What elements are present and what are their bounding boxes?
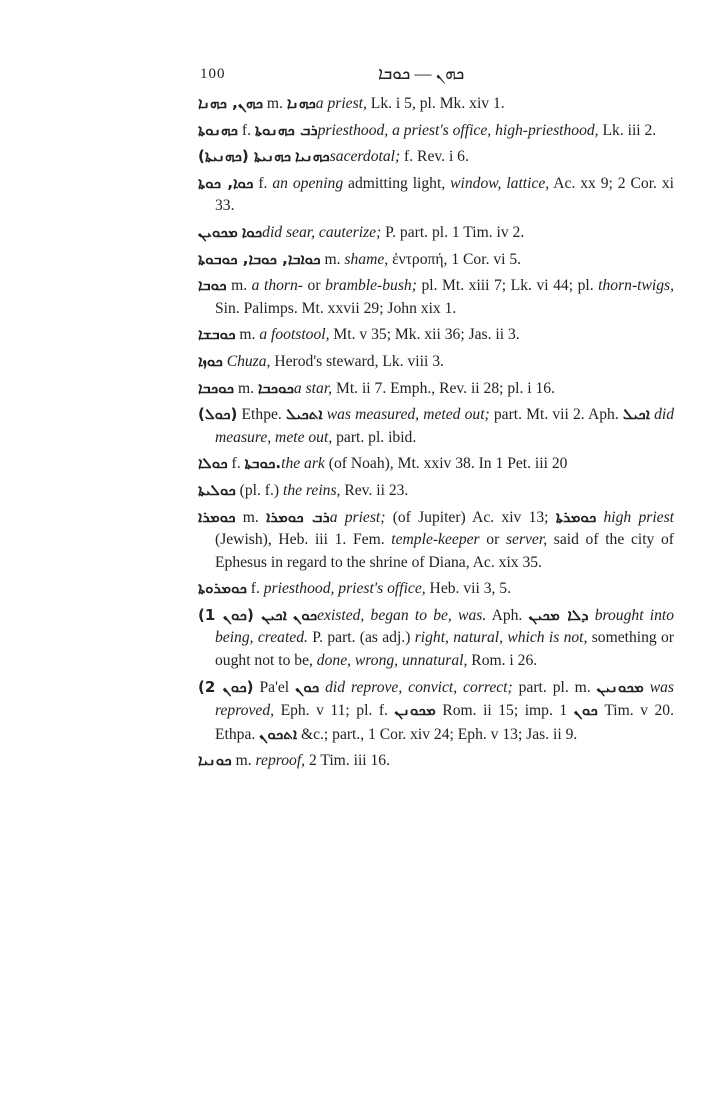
entry-text: high priest — [596, 508, 674, 526]
entry-text: 1 Tim. iv 2. — [451, 223, 525, 241]
entry-text: part. Mt. vii 2. Aph. — [489, 406, 623, 424]
entry-text: P. part. pl. — [381, 223, 452, 241]
entry-text: a priest, — [315, 95, 367, 112]
entry-text: or — [479, 531, 506, 549]
entry-text: Mk. xiv 1. — [439, 95, 505, 112]
entry-text: ܐܬܟܘܢ — [259, 724, 298, 743]
running-head: ܟܗܢ — ܟܘܒܐ — [378, 64, 465, 83]
entry-text: ܕܠܐ ܡܟܝܢ — [528, 605, 589, 624]
entry-text: was reproved, — [215, 678, 674, 720]
entry-text: f. — [253, 174, 273, 192]
entry-text: server, — [505, 531, 548, 549]
entry-headword: ܟܘܡܪܐ — [198, 507, 236, 526]
entry-text: Ethpe. — [237, 406, 286, 424]
dictionary-entry — [198, 577, 674, 601]
entry-text: ܡܟܘܢܢ — [394, 701, 436, 720]
entry-text: Eph. v 11; pl. f. — [274, 702, 395, 720]
entry-text: which is not, — [507, 629, 588, 647]
entry-text: part. pl. m. — [512, 678, 597, 696]
entry-text: temple-keeper — [391, 531, 480, 549]
entry-text: f. — [400, 148, 418, 166]
entry-text: bramble-bush; — [325, 277, 417, 295]
entry-headword: (ܟܘܢ 2) — [198, 677, 254, 696]
entry-text: Aph. — [486, 606, 529, 624]
entry-text: a thorn- — [251, 277, 303, 295]
entry-text: shame, — [344, 250, 389, 268]
entry-text: 2 Tim. iii 16. — [305, 752, 390, 770]
entry-text: f. — [237, 121, 255, 139]
entry-text: something — [587, 629, 661, 647]
entry-text: did measure, mete out, — [215, 406, 674, 446]
entry-headword: ܟܘܢܝܐ — [198, 751, 232, 770]
entry-text: existed, began to be, was. — [317, 606, 487, 624]
dictionary-entry — [198, 350, 674, 374]
entry-text: ܟܘܟܒܐ — [257, 378, 294, 397]
entry-text: admitting light, — [343, 174, 451, 192]
entry-text: ܟܗܢܝܬܐ (ܟܗܢܝܬܐ) — [198, 147, 292, 166]
entry-headword: ܟܘܠܝܬܐ — [198, 480, 236, 499]
dictionary-entry — [198, 377, 674, 401]
entry-text: an opening — [272, 174, 344, 192]
dictionary-entry — [198, 479, 674, 503]
entry-text: (of Jupiter) Ac. xiv 13; — [385, 508, 556, 526]
dictionary-entry — [198, 403, 674, 449]
entry-text: m. — [235, 508, 267, 526]
entry-text: right, natural, — [414, 629, 504, 647]
entry-text: did sear, cauterize; — [262, 223, 382, 241]
entry-text: Rom. ii 15; imp. — [435, 702, 560, 720]
entry-headword: ܟܗܢܝܐ — [294, 147, 330, 166]
entry-text: ܟܗܢܐ — [286, 94, 316, 112]
entry-text: ܐܬܟܝܠ — [285, 405, 323, 424]
entry-text: ܐܟܝܢ — [261, 605, 287, 624]
entry-text: was measured, meted out; — [322, 406, 490, 424]
entry-headword: ܟܗܢܘܬܐ — [198, 120, 238, 139]
dictionary-entry — [198, 92, 674, 116]
entry-headword: ܟܘܐ — [241, 222, 263, 241]
entry-text: ܟܘܢ — [295, 677, 320, 696]
entry-text: thorn-twigs, — [598, 277, 674, 295]
entry-headword: ܟܘܟܒܐ — [198, 378, 235, 397]
dictionary-entry — [198, 221, 674, 245]
dictionary-entry — [198, 274, 674, 320]
entry-text: a priest; — [329, 508, 386, 526]
entry-text: Rom. i 26. — [467, 652, 538, 670]
entry-text: f. — [246, 580, 264, 598]
dictionary-entry — [198, 323, 674, 347]
entry-text: ܡܟܘܢܝܢ — [596, 677, 644, 696]
entry-text: sacerdotal; — [329, 148, 401, 166]
entry-text: Ac. xx 9; 2 Cor. xi 33. — [215, 174, 674, 215]
entry-text: m. — [231, 752, 256, 770]
entry-list — [198, 92, 674, 776]
entry-text: Mt. ii 7. Emph., — [332, 379, 440, 397]
entry-headword: ܟܘܙܐ — [198, 351, 223, 370]
entry-text: window, lattice, — [450, 174, 550, 192]
entry-headword: ܟܘܒܐ — [198, 276, 227, 295]
entry-text: Lk. i 5, pl. — [366, 95, 440, 112]
dictionary-entry — [198, 452, 674, 476]
entry-headword: ܟܗܢ, ܟܗܢܐ — [198, 94, 263, 112]
entry-text: Sin. Palimps. Mt. xxvii 29; John xix 1. — [215, 299, 457, 317]
entry-text: ܟܘܢ — [573, 701, 598, 720]
entry-headword: (ܟܘܢ 1) ܟܘܢ — [198, 605, 318, 624]
entry-text: ܟܘܒܬܐ. — [244, 454, 282, 473]
dictionary-entry — [198, 506, 674, 575]
entry-text: 1 Tim. v 20. Ethpa. — [215, 702, 674, 743]
entry-text: priesthood, a priest's office, — [317, 121, 492, 139]
entry-text: high-priesthood, — [495, 121, 599, 139]
entry-text: part. pl. ibid. — [332, 428, 417, 446]
dictionary-entry — [198, 604, 674, 673]
entry-text: m. — [235, 326, 260, 344]
entry-headword: ܟܘܒܫܐ — [198, 325, 236, 344]
entry-text: done, wrong, unnatural, — [316, 652, 468, 670]
entry-text: P. part. (as adj.) — [307, 629, 415, 647]
entry-text: (pl. f.) — [235, 481, 283, 499]
entry-text: ἐντροπή, 1 Cor. vi 5. — [388, 250, 522, 268]
entry-text: Heb. vii 3, 5. — [425, 580, 511, 598]
entry-headword: ܟܘܐ, ܟܘܬܐ — [198, 173, 254, 192]
dictionary-entry — [198, 172, 674, 218]
entry-text: Rev. ii 23. — [340, 481, 409, 499]
dictionary-entry — [198, 119, 674, 143]
entry-text: reproof, — [255, 752, 306, 770]
entry-text: Rev. i 6. — [417, 148, 469, 166]
page-number: 100 — [200, 66, 226, 82]
entry-text: said of the city of Ephesus in regard to the shrine of Diana, Ac. xix 35. — [215, 531, 674, 571]
entry-text: Chuza, — [226, 352, 271, 370]
entry-text: Lk. iii 2. — [598, 121, 657, 139]
dictionary-entry — [198, 248, 674, 272]
entry-text: ܪܒ ܟܗܢܘܬܐ — [254, 120, 318, 139]
entry-headword: (ܟܘܠ) — [198, 405, 238, 424]
entry-text: a star, — [293, 379, 333, 397]
entry-text: Herod's steward, Lk. viii 3. — [270, 352, 444, 370]
entry-text: m. — [263, 95, 287, 112]
entry-text: a footstool, — [259, 326, 330, 344]
entry-text: or ought not to be, — [215, 629, 674, 670]
entry-text: ܐܟܝܠ — [622, 405, 650, 424]
entry-text: priesthood, priest's office, — [263, 580, 426, 598]
entry-text: pl. Mt. xiii 7; Lk. vi 44; pl. — [416, 277, 599, 295]
entry-text: the reins, — [282, 481, 341, 499]
entry-text: or — [302, 277, 326, 295]
dictionary-entry — [198, 676, 674, 747]
entry-text: m. — [320, 250, 345, 268]
entry-headword: ܟܘܐܒܐ, ܟܘܒܐ, ܟܘܒܘܬܐ — [198, 249, 321, 268]
entry-text: (of Noah), Mt. xxiv 38. In 1 Pet. iii 20 — [324, 455, 568, 473]
entry-text: ܡܟܘܝܢ — [198, 222, 238, 241]
entry-text: f. — [227, 455, 245, 473]
entry-text: m. — [234, 379, 258, 397]
entry-text: (Jewish), Heb. iii 1. Fem. — [215, 531, 392, 549]
entry-text: m. — [226, 277, 252, 295]
entry-text: the ark — [281, 455, 325, 473]
entry-text: did reprove, convict, correct; — [319, 678, 513, 696]
entry-text: ܟܘܡܪܬܐ — [555, 507, 597, 526]
entry-text: brought into being, created. — [215, 606, 675, 647]
entry-text: Rev. ii 28; pl. i 16. — [439, 379, 556, 397]
entry-text: &c.; part., 1 Cor. xiv 24; Eph. v 13; Jas. ii 9. — [297, 725, 578, 743]
entry-text: Pa'el — [253, 678, 296, 696]
entry-headword: ܟܘܡܪܘܬܐ — [198, 579, 247, 598]
dictionary-entry — [198, 749, 674, 773]
entry-text: Mt. v 35; Mk. xii 36; Jas. ii 3. — [329, 326, 520, 344]
entry-headword: ܟܘܠܐ — [198, 454, 228, 473]
dictionary-entry — [198, 145, 674, 169]
entry-text: ܪܒ ܟܘܡܪܐ — [266, 507, 330, 526]
